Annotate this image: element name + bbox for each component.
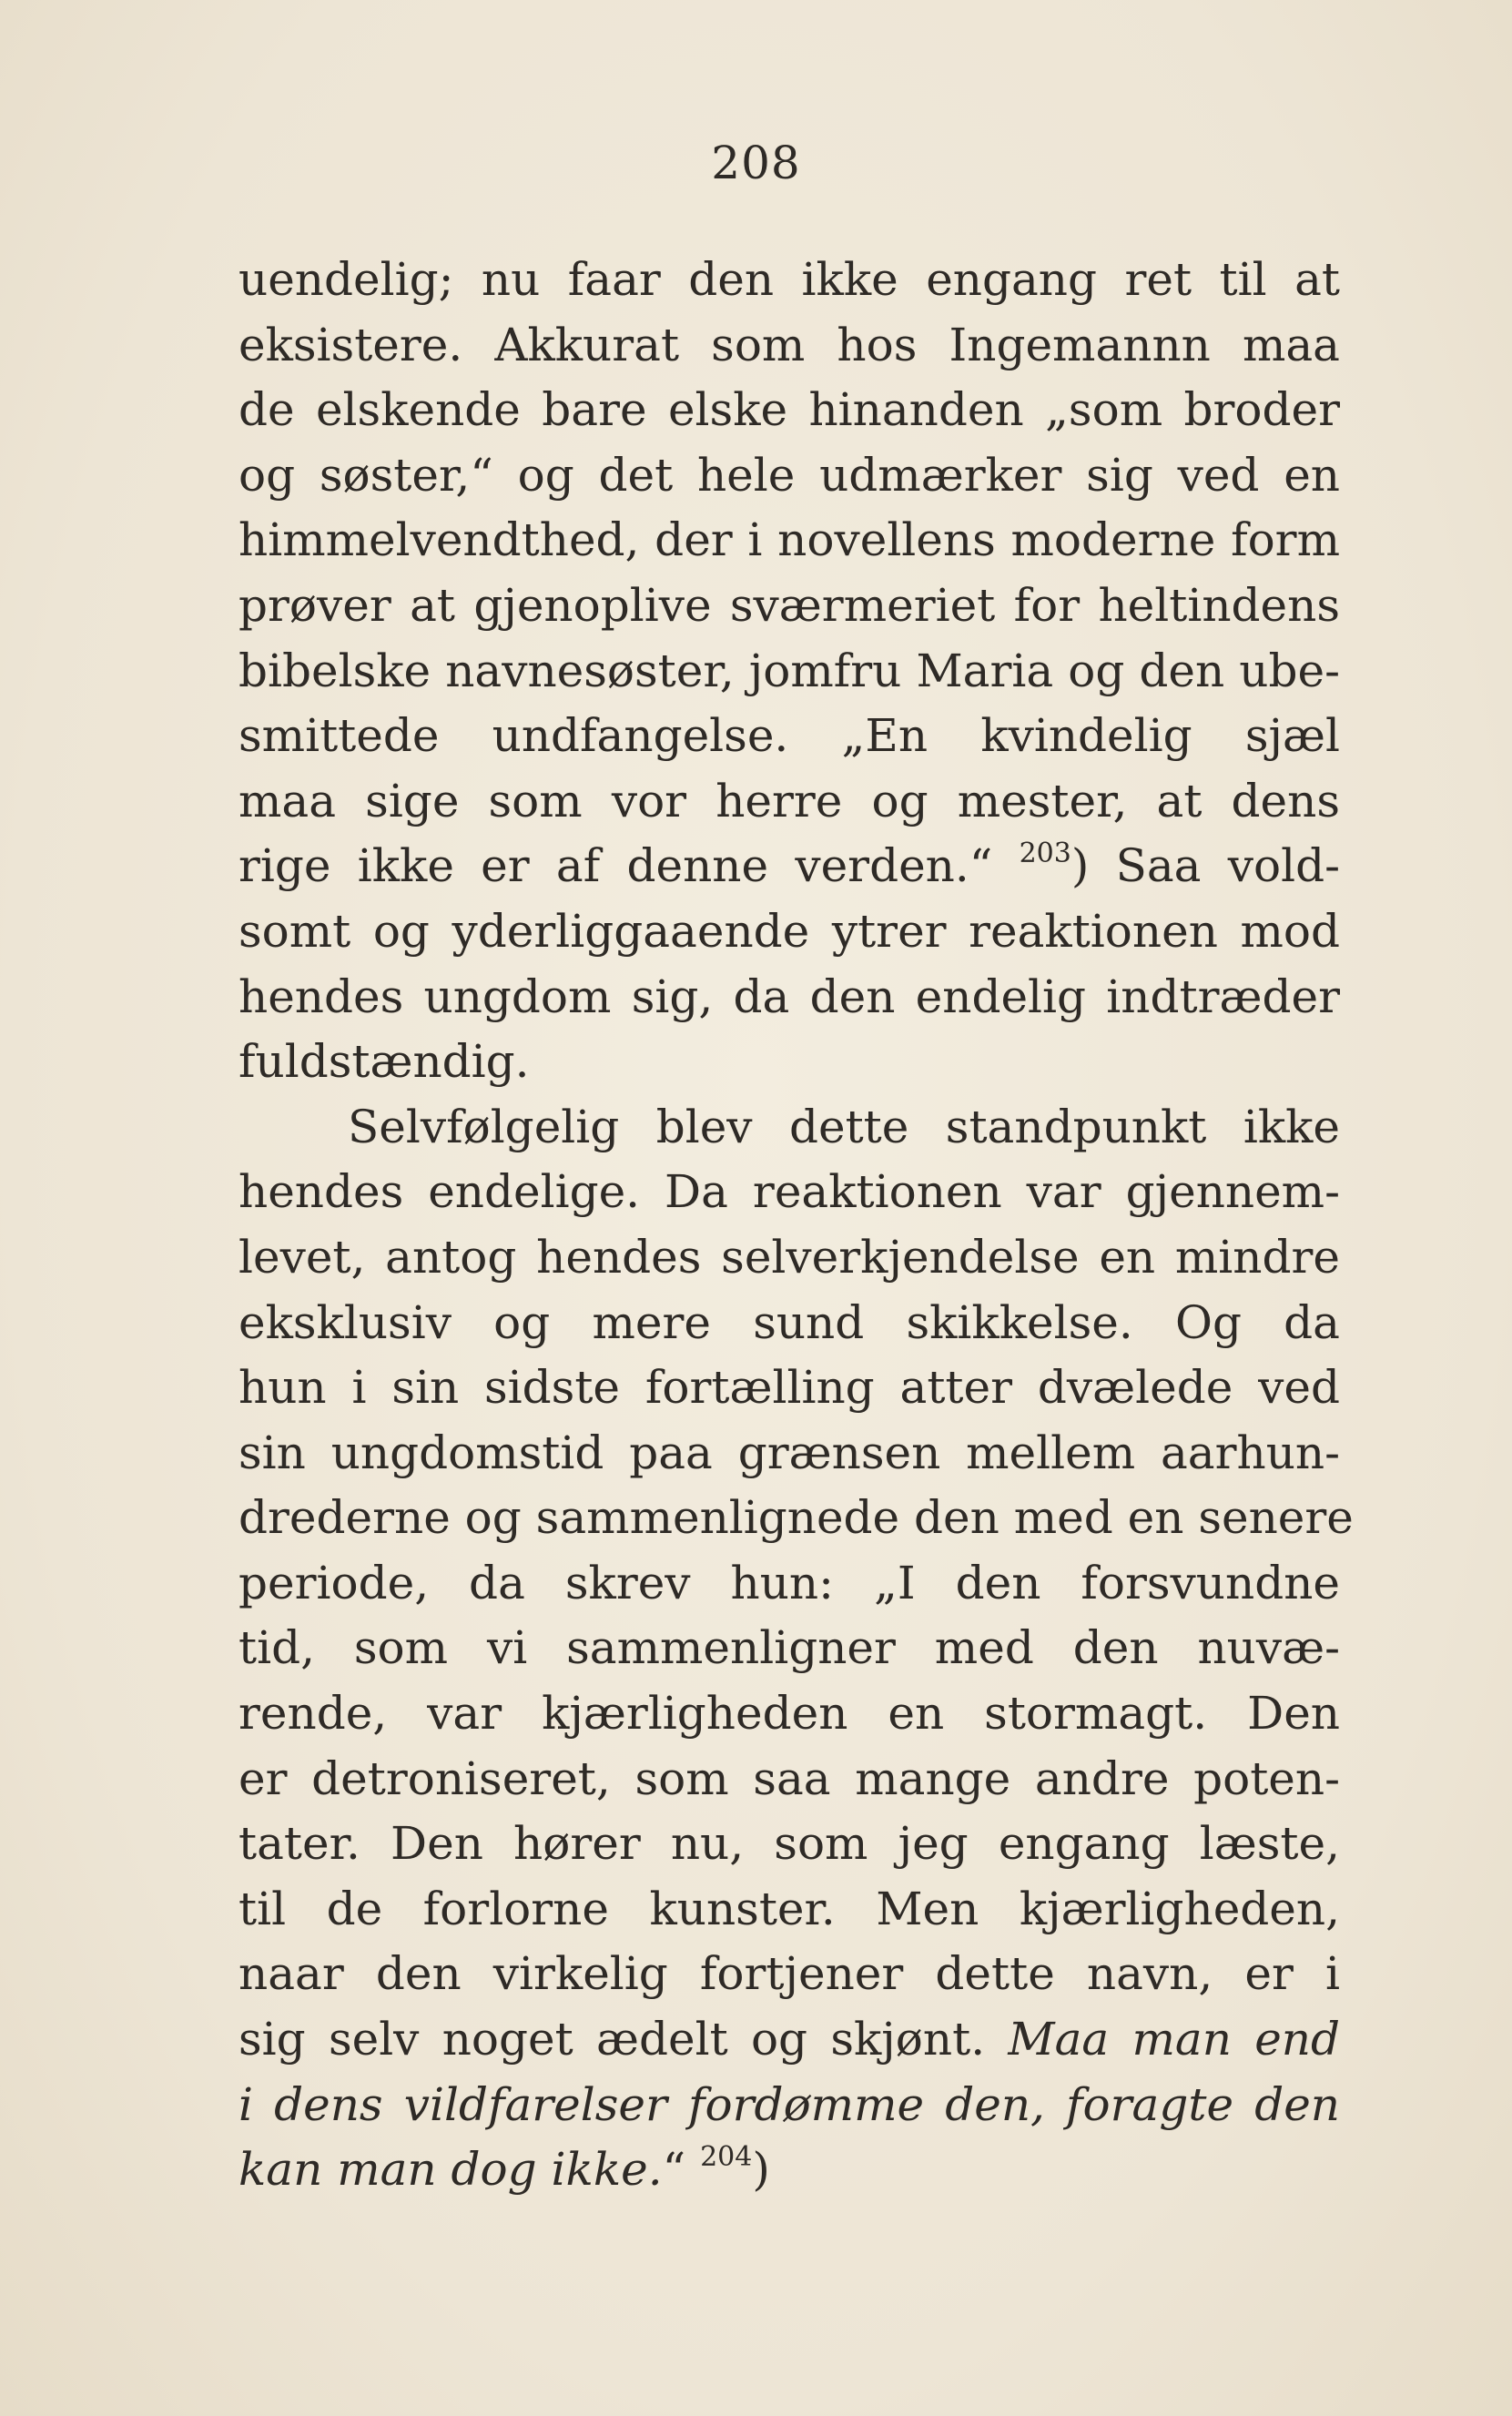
text-line: hendes ungdom sig, da den endelig indtræder bbox=[238, 969, 1340, 1023]
line-text: sig selv noget ædelt og skjønt. bbox=[238, 2013, 1009, 2066]
text-line: prøver at gjenoplive sværmeriet for heltindens bbox=[238, 578, 1340, 632]
footnote-ref: 204 bbox=[700, 2140, 753, 2173]
text-line: Selvfølgelig blev dette standpunkt ikke bbox=[348, 1100, 1340, 1153]
text-line: fuldstændig. bbox=[238, 1035, 530, 1089]
text-line: hun i sin sidste fortælling atter dvælede ved bbox=[238, 1361, 1340, 1415]
text-line: uendelig; nu faar den ikke engang ret til at bbox=[238, 253, 1340, 306]
line-text: ) bbox=[752, 2143, 770, 2197]
line-text: ) Saa vold- bbox=[1071, 839, 1340, 893]
text-line: somt og yderliggaaende ytrer reaktionen mod bbox=[238, 904, 1340, 958]
text-line: naar den virkelig fortjener dette navn, er i bbox=[238, 1947, 1340, 2001]
italic-text: kan man dog ikke. bbox=[238, 2143, 663, 2197]
text-line-italic bbox=[238, 2073, 1340, 2138]
italic-text: i dens vildfarelser fordømme den, foragte den bbox=[238, 2077, 1340, 2131]
text-line: og søster,“ og det hele udmærker sig ved en bbox=[238, 448, 1340, 502]
text-line: eksklusiv og mere sund skikkelse. Og da bbox=[238, 1295, 1340, 1349]
text-line: de elskende bare elske hinanden „som broder bbox=[238, 383, 1340, 437]
text-line: hendes endelige. Da reaktionen var gjennem- bbox=[238, 1165, 1340, 1219]
text-line: bibelske navnesøster, jomfru Maria og den ube- bbox=[238, 644, 1340, 697]
text-line: himmelvendthed, der i novellens moderne form bbox=[238, 513, 1340, 567]
text-line: eksistere. Akkurat som hos Ingemannn maa bbox=[238, 318, 1340, 371]
text-line: til de forlorne kunster. Men kjærligheden, bbox=[238, 1882, 1340, 1935]
text-line: periode, da skrev hun: „I den forsvundne bbox=[238, 1556, 1340, 1609]
closing-quote: “ bbox=[662, 2143, 701, 2197]
text-line: levet, antog hendes selverkjendelse en mindre bbox=[238, 1230, 1340, 1284]
text-line: tid, som vi sammenligner med den nuvæ- bbox=[238, 1621, 1340, 1675]
text-line: drederne og sammenlignede den med en senere bbox=[238, 1491, 1354, 1545]
text-line: maa sige som vor herre og mester, at dens bbox=[238, 774, 1340, 827]
page-number: 208 bbox=[711, 137, 801, 189]
text-line-mixed bbox=[238, 2007, 1340, 2073]
text-line: rende, var kjærligheden en stormagt. Den bbox=[238, 1687, 1340, 1741]
text-line: smittede undfangelse. „En kvindelig sjæl bbox=[238, 709, 1340, 763]
text-line-with-footnote bbox=[238, 2137, 1340, 2203]
text-line: sin ungdomstid paa grænsen mellem aarhun- bbox=[238, 1426, 1340, 1479]
body-text bbox=[238, 248, 1354, 2203]
footnote-ref: 203 bbox=[1019, 837, 1071, 869]
italic-text: Maa man end bbox=[1008, 2013, 1340, 2066]
text-line: tater. Den hører nu, som jeg engang læste, bbox=[238, 1817, 1340, 1871]
text-line-with-footnote bbox=[238, 834, 1340, 899]
text-line: er detroniseret, som saa mange andre poten- bbox=[238, 1751, 1340, 1805]
line-text: rige ikke er af denne verden.“ bbox=[238, 839, 1020, 893]
